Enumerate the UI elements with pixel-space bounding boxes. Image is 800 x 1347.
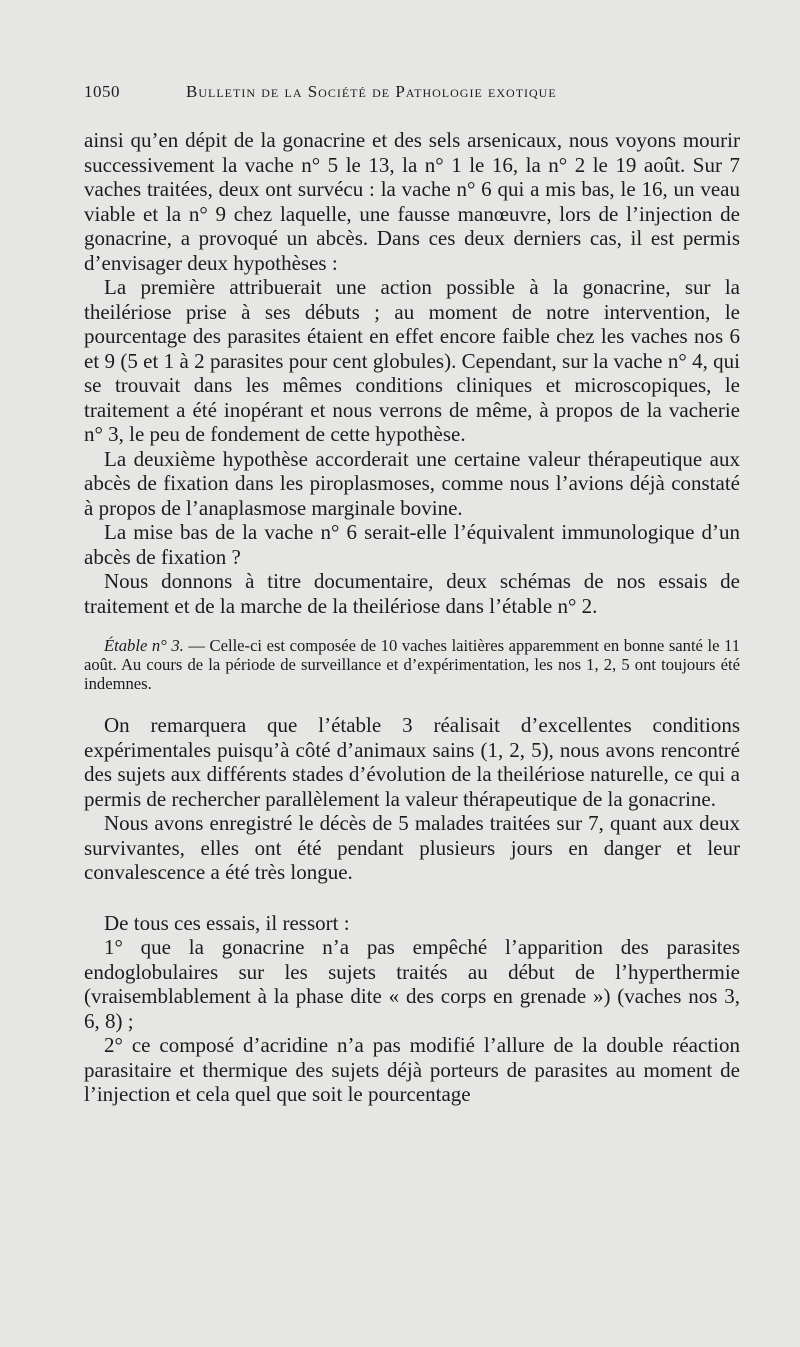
note-text: — Celle-ci est composée de 10 vaches laitières apparemment en bonne santé le 11 août. Au cours de la période de surveillance et d’expérimentation, les nos 1, 2, 5 ont toujours été indemnes.	[84, 636, 740, 693]
note-lead: Étable n° 3.	[104, 636, 184, 655]
paragraph: De tous ces essais, il ressort :	[104, 910, 350, 935]
paragraph: ainsi qu’en dépit de la gonacrine et des sels arsenicaux, nous voyons mourir successivement la vache n° 5 le 13, la n° 1 le 16, la n° 2 le 19 août. Sur 7 vaches traitées, deux ont survécu : la vache n° 6 qui a mis bas, le 16, un veau viable et la n° 9 chez laquelle, une fausse manœuvre, lors de l’injection de gonacrine, a provoqué un abcès. Dans ces deux derniers cas, il est permis d’envisager deux hypothèses :	[84, 128, 740, 275]
paragraph: La deuxième hypothèse accorderait une certaine valeur thérapeutique aux abcès de fixation dans les piroplasmoses, comme nous l’avions déjà constaté à propos de l’anaplasmose marginale bovine.	[84, 446, 740, 520]
paragraph: Nous donnons à titre documentaire, deux schémas de nos essais de traitement et de la marche de la theilériose dans l’étable n° 2.	[84, 569, 740, 618]
paragraph: La mise bas de la vache n° 6 serait-elle l’équivalent immunologique d’un abcès de fixation ?	[84, 520, 740, 569]
body-text	[84, 128, 740, 1107]
running-title: Bulletin de la Société de Pathologie exotique	[186, 82, 557, 101]
paragraph: On remarquera que l’étable 3 réalisait d’excellentes conditions expérimentales puisqu’à côté d’animaux sains (1, 2, 5), nous avons rencontré des sujets aux différents stades d’évolution de la theilériose naturelle, ce qui a permis de rechercher parallèlement la valeur thérapeutique de la gonacrine.	[84, 713, 740, 811]
list-item: 2° ce composé d’acridine n’a pas modifié l’allure de la double réaction parasitaire et thermique des sujets déjà porteurs de parasites au moment de l’injection et cela quel que soit le pourcentage	[84, 1033, 740, 1106]
paragraph: Nous avons enregistré le décès de 5 malades traitées sur 7, quant aux deux survivantes, elles ont été pendant plusieurs jours en danger et leur convalescence a été très longue.	[84, 811, 740, 884]
stable-note	[84, 636, 740, 693]
page-number: 1050	[84, 82, 120, 101]
list-item: 1° que la gonacrine n’a pas empêché l’apparition des parasites endoglobulaires sur les sujets traités au début de l’hyperthermie (vraisemblablement à la phase dite « des corps en grenade ») (vaches nos 3, 6, 8) ;	[84, 935, 740, 1033]
paragraph: La première attribuerait une action possible à la gonacrine, sur la theilériose prise à ses débuts ; au moment de notre intervention, le pourcentage des parasites étaient en effet encore faible chez les vaches nos 6 et 9 (5 et 1 à 2 parasites pour cent globules). Cependant, sur la vache n° 4, qui se trouvait dans les mêmes conditions cliniques et microscopiques, le traitement a été inopérant et nous verrons de même, à propos de la vacherie n° 3, le peu de fondement de cette hypothèse.	[84, 275, 740, 446]
